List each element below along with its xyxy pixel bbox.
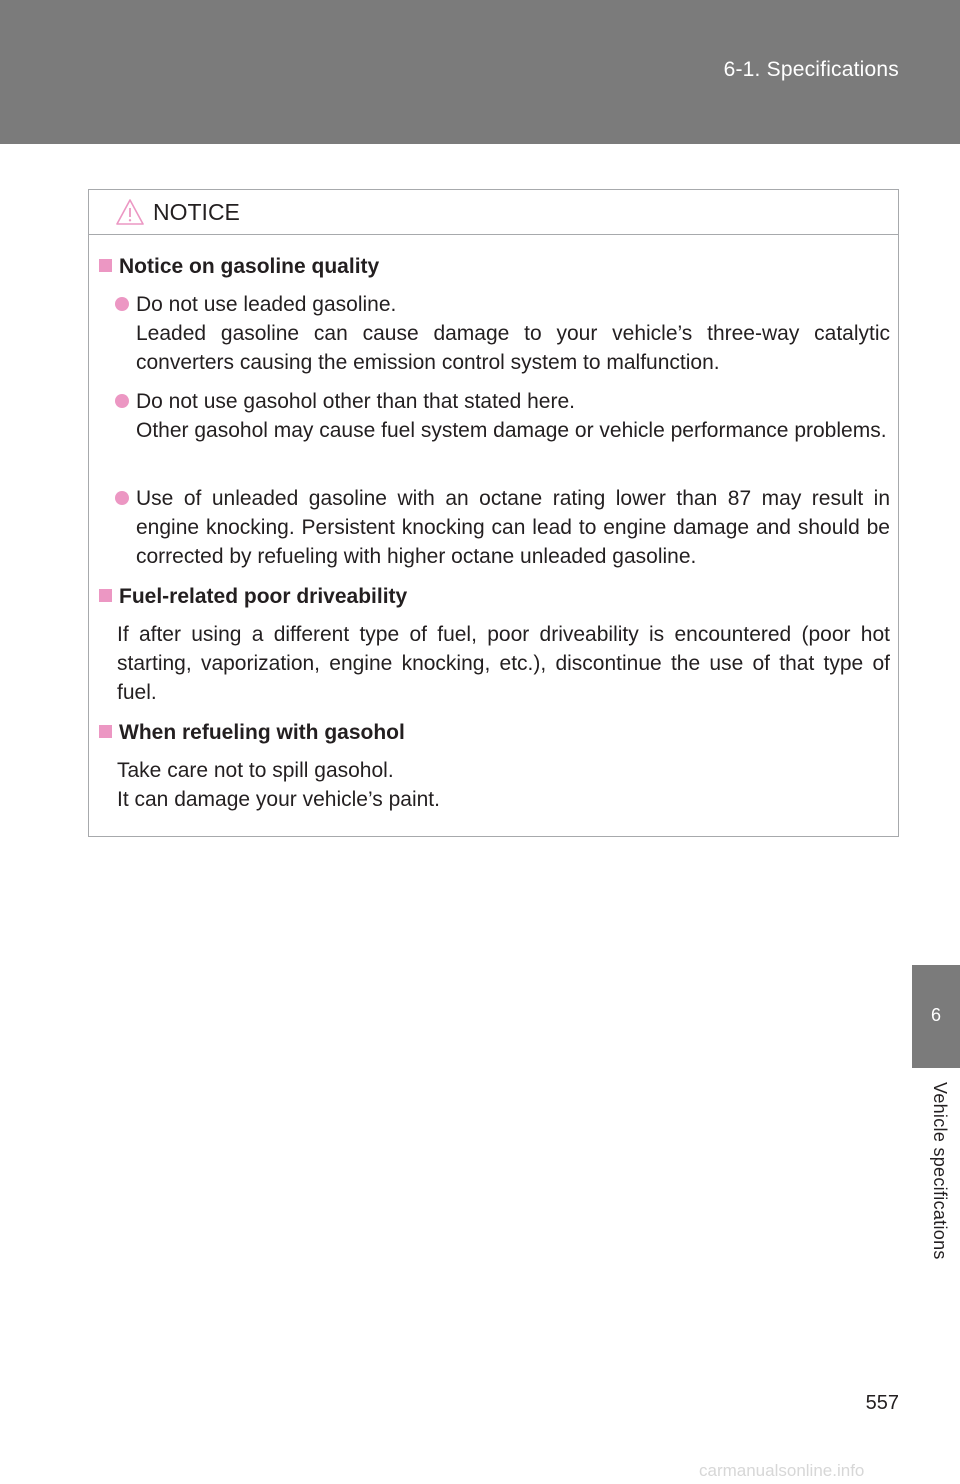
list-item	[115, 290, 890, 377]
circle-bullet-icon	[115, 394, 129, 408]
watermark: carmanualsonline.info	[699, 1461, 865, 1480]
notice-title: NOTICE	[153, 199, 240, 225]
list-item	[115, 387, 890, 445]
list-item-lead: Do not use leaded gasoline.	[136, 293, 397, 316]
section-heading-text: When refueling with gasohol	[119, 721, 405, 744]
section-text: It can damage your vehicle’s paint.	[117, 788, 440, 811]
page-number: 557	[865, 1392, 899, 1414]
warning-triangle-icon	[115, 198, 145, 226]
section-heading	[99, 252, 379, 281]
notice-header	[89, 190, 898, 235]
section-body	[117, 756, 890, 814]
chapter-label: Vehicle specifications	[930, 1082, 950, 1260]
section-text: Take care not to spill gasohol.	[117, 759, 394, 782]
list-item	[115, 484, 890, 571]
list-item-text: Other gasohol may cause fuel system damage or vehicle performance problems.	[136, 419, 887, 442]
chapter-tab[interactable]	[912, 965, 960, 1068]
list-item-text: Use of unleaded gasoline with an octane rating lower than 87 may result in engine knocking. Persistent knocking can lead to engine damage and should be corrected by refueling with higher octane unleaded gasoline.	[136, 487, 890, 568]
page-header	[0, 0, 960, 144]
section-heading-text: Fuel-related poor driveability	[119, 585, 408, 608]
section-body	[117, 620, 890, 707]
section-title: 6-1. Specifications	[723, 58, 899, 81]
section-heading	[99, 718, 405, 747]
section-text: If after using a different type of fuel, poor driveability is encountered (poor hot starting, vaporization, engine knocking, etc.), discontinue the use of that type of fuel.	[117, 623, 890, 704]
section-heading	[99, 582, 407, 611]
square-bullet-icon	[99, 259, 112, 272]
chapter-number: 6	[930, 1005, 941, 1025]
notice-box	[88, 189, 899, 837]
list-item-text: Leaded gasoline can cause damage to your vehicle’s three-way catalytic converters causing the emission control system to malfunction.	[136, 322, 890, 374]
square-bullet-icon	[99, 589, 112, 602]
section-heading-text: Notice on gasoline quality	[119, 255, 380, 278]
list-item-lead: Do not use gasohol other than that stated here.	[136, 390, 575, 413]
square-bullet-icon	[99, 725, 112, 738]
circle-bullet-icon	[115, 491, 129, 505]
circle-bullet-icon	[115, 297, 129, 311]
